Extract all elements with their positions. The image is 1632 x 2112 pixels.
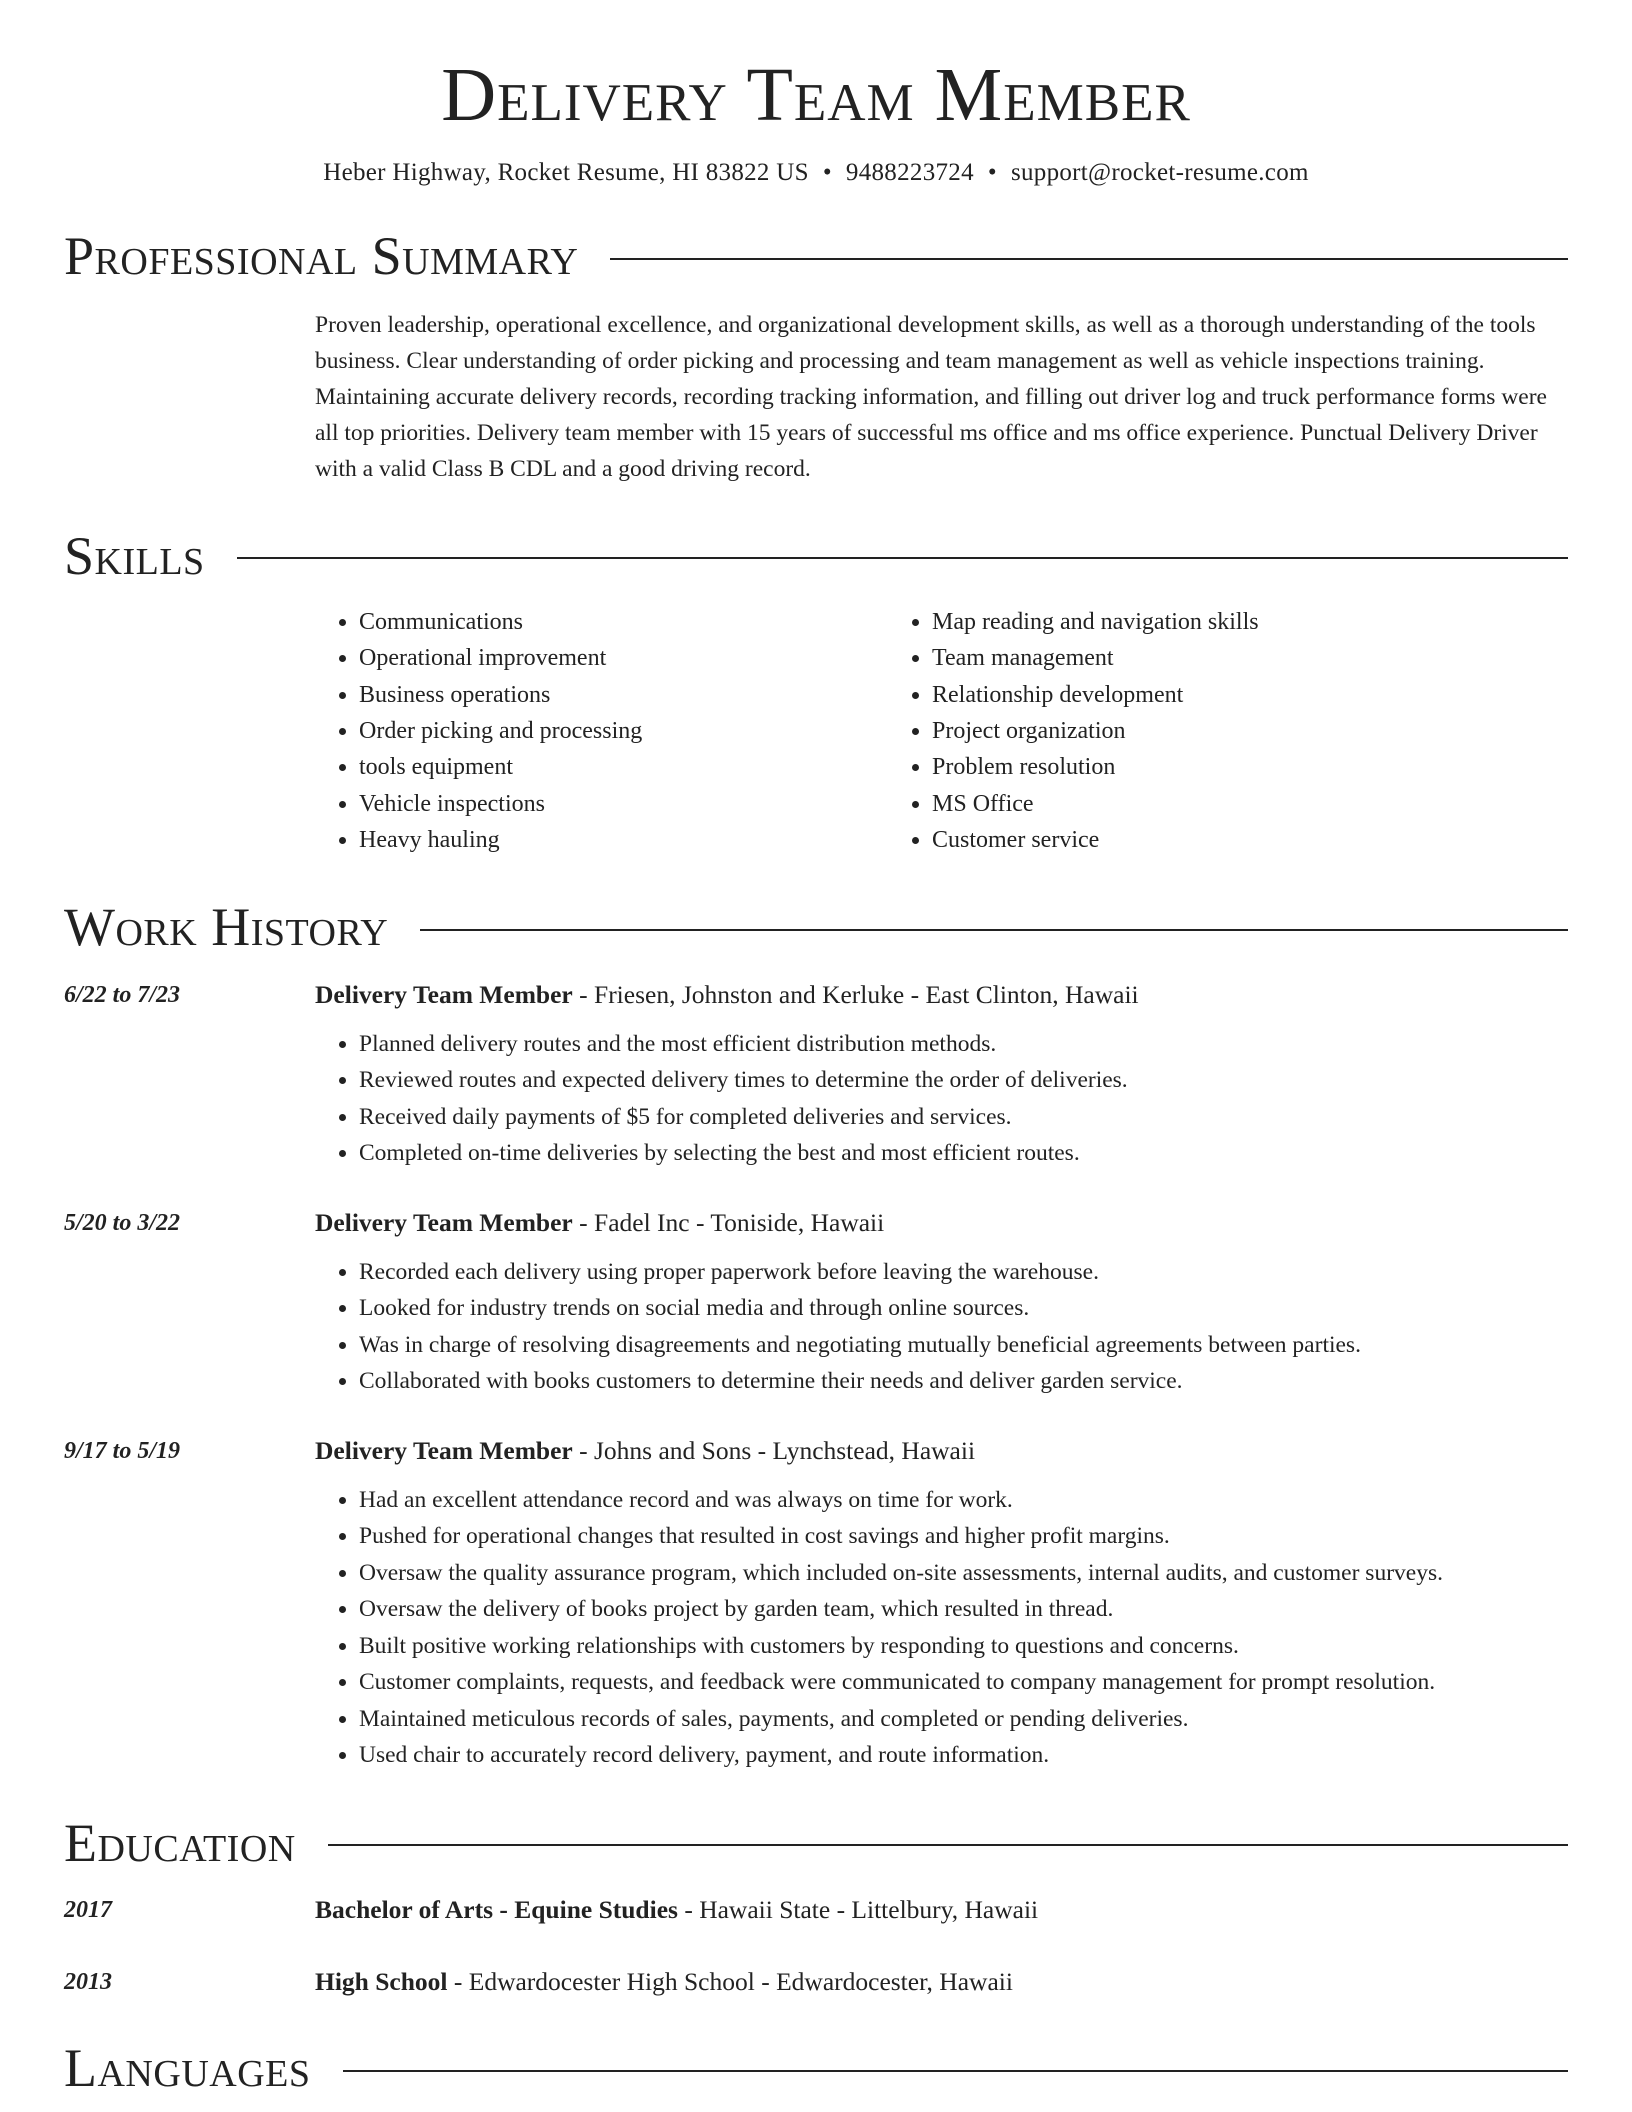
skill-item: • tools equipment xyxy=(359,749,888,785)
job-title-line xyxy=(315,978,1568,1012)
section-divider xyxy=(237,557,1568,559)
job-details: - Fadel Inc - Toniside, Hawaii xyxy=(572,1207,885,1237)
job-entry xyxy=(64,1434,1568,1774)
resume-name: Delivery Team Member xyxy=(441,53,1191,137)
skill-item: • Customer service xyxy=(932,822,1259,858)
education-heading: Education xyxy=(64,1812,296,1873)
education-entry xyxy=(64,1965,1568,1999)
job-bullet: • Customer complaints, requests, and feedback were communicated to company management for prompt resolution. xyxy=(359,1664,1568,1701)
skill-item: • Heavy hauling xyxy=(359,822,888,858)
education-year: 2017 xyxy=(64,1897,112,1924)
education-line xyxy=(315,1965,1013,1999)
summary-text: Proven leadership, operational excellence, and organizational development skills, as well as a thorough understanding of the tools business. Clear understanding of order picking and processing and team management as well as vehicle inspections training. Maintaining accurate delivery records, recording tracking information, and filling out driver log and truck performance forms were all top priorities. Delivery team member with 15 years of successful ms office and ms office experience. Punctual Delivery Driver with a valid Class B CDL and a good driving record. xyxy=(315,311,1547,482)
job-bullet: • Oversaw the delivery of books project by garden team, which resulted in thread. xyxy=(359,1591,1568,1628)
education-details: - Hawaii State - Littelbury, Hawaii xyxy=(677,1895,1039,1925)
job-title: Delivery Team Member xyxy=(315,1435,573,1465)
skills-column-2 xyxy=(888,604,1259,858)
skill-item: • MS Office xyxy=(932,786,1259,822)
education-degree: High School xyxy=(315,1967,448,1997)
job-title: Delivery Team Member xyxy=(315,1207,573,1237)
contact-separator: • xyxy=(822,159,832,187)
job-bullets xyxy=(315,1482,1568,1774)
job-body xyxy=(315,1434,1568,1774)
job-title-line xyxy=(315,1434,1568,1468)
job-dates: 9/17 to 5/19 xyxy=(64,1437,181,1464)
skills-column-1 xyxy=(315,604,888,858)
job-dates: 6/22 to 7/23 xyxy=(64,981,181,1008)
contact-separator: • xyxy=(987,159,997,187)
job-body xyxy=(315,1206,1568,1400)
contact-line xyxy=(64,159,1568,187)
skill-item: • Team management xyxy=(932,640,1259,676)
section-divider xyxy=(343,2070,1569,2072)
section-divider xyxy=(328,1844,1568,1846)
education-section-header xyxy=(64,1814,1568,1873)
work-section-header xyxy=(64,898,1568,957)
skill-item: • Operational improvement xyxy=(359,640,888,676)
job-bullet: • Oversaw the quality assurance program, which included on-site assessments, internal audits, and customer surveys. xyxy=(359,1555,1568,1592)
job-dates: 5/20 to 3/22 xyxy=(64,1209,181,1236)
job-bullet: • Had an excellent attendance record and was always on time for work. xyxy=(359,1482,1568,1519)
job-bullet: • Recorded each delivery using proper paperwork before leaving the warehouse. xyxy=(359,1254,1568,1291)
skill-item: • Project organization xyxy=(932,713,1259,749)
job-bullet: • Used chair to accurately record delivery, payment, and route information. xyxy=(359,1737,1568,1774)
skill-item: • Vehicle inspections xyxy=(359,786,888,822)
job-details: - Friesen, Johnston and Kerluke - East Clinton, Hawaii xyxy=(572,979,1139,1009)
job-bullet: • Maintained meticulous records of sales, payments, and completed or pending deliveries. xyxy=(359,1701,1568,1738)
education-degree: Bachelor of Arts - Equine Studies xyxy=(315,1895,678,1925)
skills-section-header xyxy=(64,527,1568,586)
languages-heading: Languages xyxy=(64,2038,311,2099)
education-line xyxy=(315,1893,1038,1927)
job-bullet: • Looked for industry trends on social media and through online sources. xyxy=(359,1290,1568,1327)
contact-phone: 9488223724 xyxy=(845,159,974,187)
job-bullet: • Received daily payments of $5 for completed deliveries and services. xyxy=(359,1099,1568,1136)
job-bullet: • Planned delivery routes and the most efficient distribution methods. xyxy=(359,1026,1568,1063)
job-title: Delivery Team Member xyxy=(315,979,573,1009)
education-entry xyxy=(64,1893,1568,1927)
section-divider xyxy=(420,929,1568,931)
job-body xyxy=(315,978,1568,1172)
skill-item: • Map reading and navigation skills xyxy=(932,604,1259,640)
contact-address: Heber Highway, Rocket Resume, HI 83822 US xyxy=(323,159,809,187)
skill-item: • Business operations xyxy=(359,677,888,713)
job-bullet: • Reviewed routes and expected delivery times to determine the order of deliveries. xyxy=(359,1062,1568,1099)
section-divider xyxy=(610,258,1568,260)
job-entry xyxy=(64,978,1568,1172)
job-bullets xyxy=(315,1026,1568,1172)
skill-item: • Problem resolution xyxy=(932,749,1259,785)
languages-section-header xyxy=(64,2039,1568,2098)
skills-list xyxy=(315,604,1568,858)
job-bullet: • Built positive working relationships with customers by responding to questions and concerns. xyxy=(359,1628,1568,1665)
job-details: - Johns and Sons - Lynchstead, Hawaii xyxy=(572,1435,976,1465)
job-title-line xyxy=(315,1206,1568,1240)
summary-heading: Professional Summary xyxy=(64,226,579,287)
job-bullet: • Was in charge of resolving disagreements and negotiating mutually beneficial agreements between parties. xyxy=(359,1327,1568,1364)
job-entry xyxy=(64,1206,1568,1400)
skill-item: • Relationship development xyxy=(932,677,1259,713)
contact-email: support@rocket-resume.com xyxy=(1010,159,1309,187)
skill-item: • Order picking and processing xyxy=(359,713,888,749)
job-bullet: • Collaborated with books customers to determine their needs and deliver garden service. xyxy=(359,1363,1568,1400)
education-details: - Edwardocester High School - Edwardocester, Hawaii xyxy=(447,1967,1013,1997)
summary-section-header xyxy=(64,227,1568,286)
education-year: 2013 xyxy=(64,1969,112,1996)
job-bullets xyxy=(315,1254,1568,1400)
skills-heading: Skills xyxy=(64,525,205,586)
job-bullet: • Pushed for operational changes that resulted in cost savings and higher profit margins. xyxy=(359,1518,1568,1555)
skill-item: • Communications xyxy=(359,604,888,640)
work-heading: Work History xyxy=(64,897,389,958)
job-bullet: • Completed on-time deliveries by selecting the best and most efficient routes. xyxy=(359,1135,1568,1172)
